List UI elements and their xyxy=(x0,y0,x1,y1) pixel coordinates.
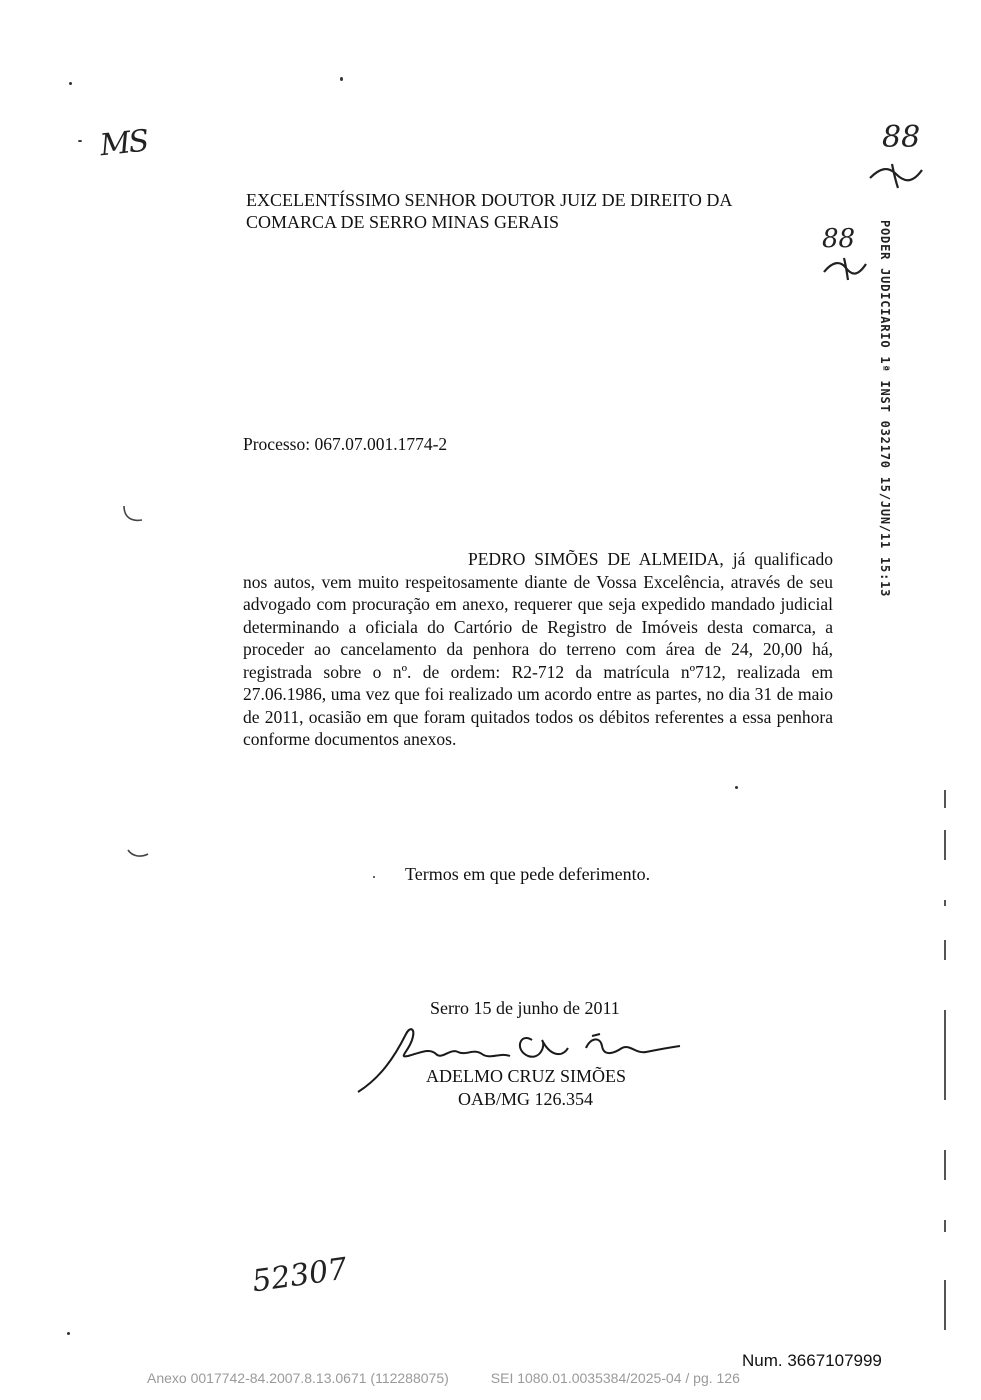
petition-text: já qualificado nos autos, vem muito respeitosamente diante de Vossa Excelência, através de seu advogado com procuração em anexo, requerer que seja expedido mandado judicial determinando a oficiala do Cartório de Registro de Imóveis desta comarca, a proceder ao cancelamento da penhora do terreno com área de 24, 20,00 há, registrada sobre o nº. de ordem: R2-712 da matrícula nº712, realizada em 27.06.1986, uma vez que foi realizado um acordo entre as partes, no dia 31 de maio de 2011, ocasião em que foram quitados todos os débitos referentes a essa penhora conforme documentos anexos. xyxy=(243,549,833,749)
scan-speck xyxy=(69,82,72,85)
scan-speck xyxy=(735,786,738,789)
folio-flourish-top xyxy=(866,160,926,190)
date-line: Serro 15 de junho de 2011 xyxy=(430,998,620,1018)
addressee-line-2: COMARCA DE SERRO MINAS GERAIS xyxy=(246,212,560,232)
scan-speck xyxy=(373,876,375,878)
scan-mark xyxy=(124,846,154,866)
scan-speck xyxy=(67,1332,70,1335)
folio-flourish-second xyxy=(820,254,870,282)
addressee-block xyxy=(246,189,806,233)
scan-edge-artifact xyxy=(944,790,947,1340)
folio-number-second: 88 xyxy=(822,224,856,254)
signer-oab-number: OAB/MG 126.354 xyxy=(458,1089,594,1109)
signer-name: ADELMO CRUZ SIMÕES xyxy=(426,1066,627,1086)
scan-speck xyxy=(340,77,343,81)
scan-mark xyxy=(118,500,148,530)
handwritten-number: 52307 xyxy=(250,1251,350,1300)
process-number: Processo: 067.07.001.1774-2 xyxy=(243,434,448,454)
petition-body xyxy=(243,548,833,751)
closing-line: Termos em que pede deferimento. xyxy=(405,864,651,884)
document-number: Num. 3667107999 xyxy=(742,1351,882,1370)
protocol-stamp: PODER JUDICIARIO 1ª INST 032170 15/JUN/11 15:13 xyxy=(878,220,892,598)
sei-reference: SEI 1080.01.0035384/2025-04 / pg. 126 xyxy=(490,1370,740,1386)
scan-speck xyxy=(78,140,82,142)
folio-number-top: 88 xyxy=(882,120,921,155)
margin-initials: MS xyxy=(98,123,149,164)
petitioner-name: PEDRO SIMÕES DE ALMEIDA, xyxy=(468,549,724,569)
attachment-reference: Anexo 0017742-84.2007.8.13.0671 (112288075) xyxy=(147,1370,449,1386)
addressee-line-1: EXCELENTÍSSIMO SENHOR DOUTOR JUIZ DE DIREITO DA xyxy=(246,190,733,210)
document-reference xyxy=(147,1370,740,1386)
